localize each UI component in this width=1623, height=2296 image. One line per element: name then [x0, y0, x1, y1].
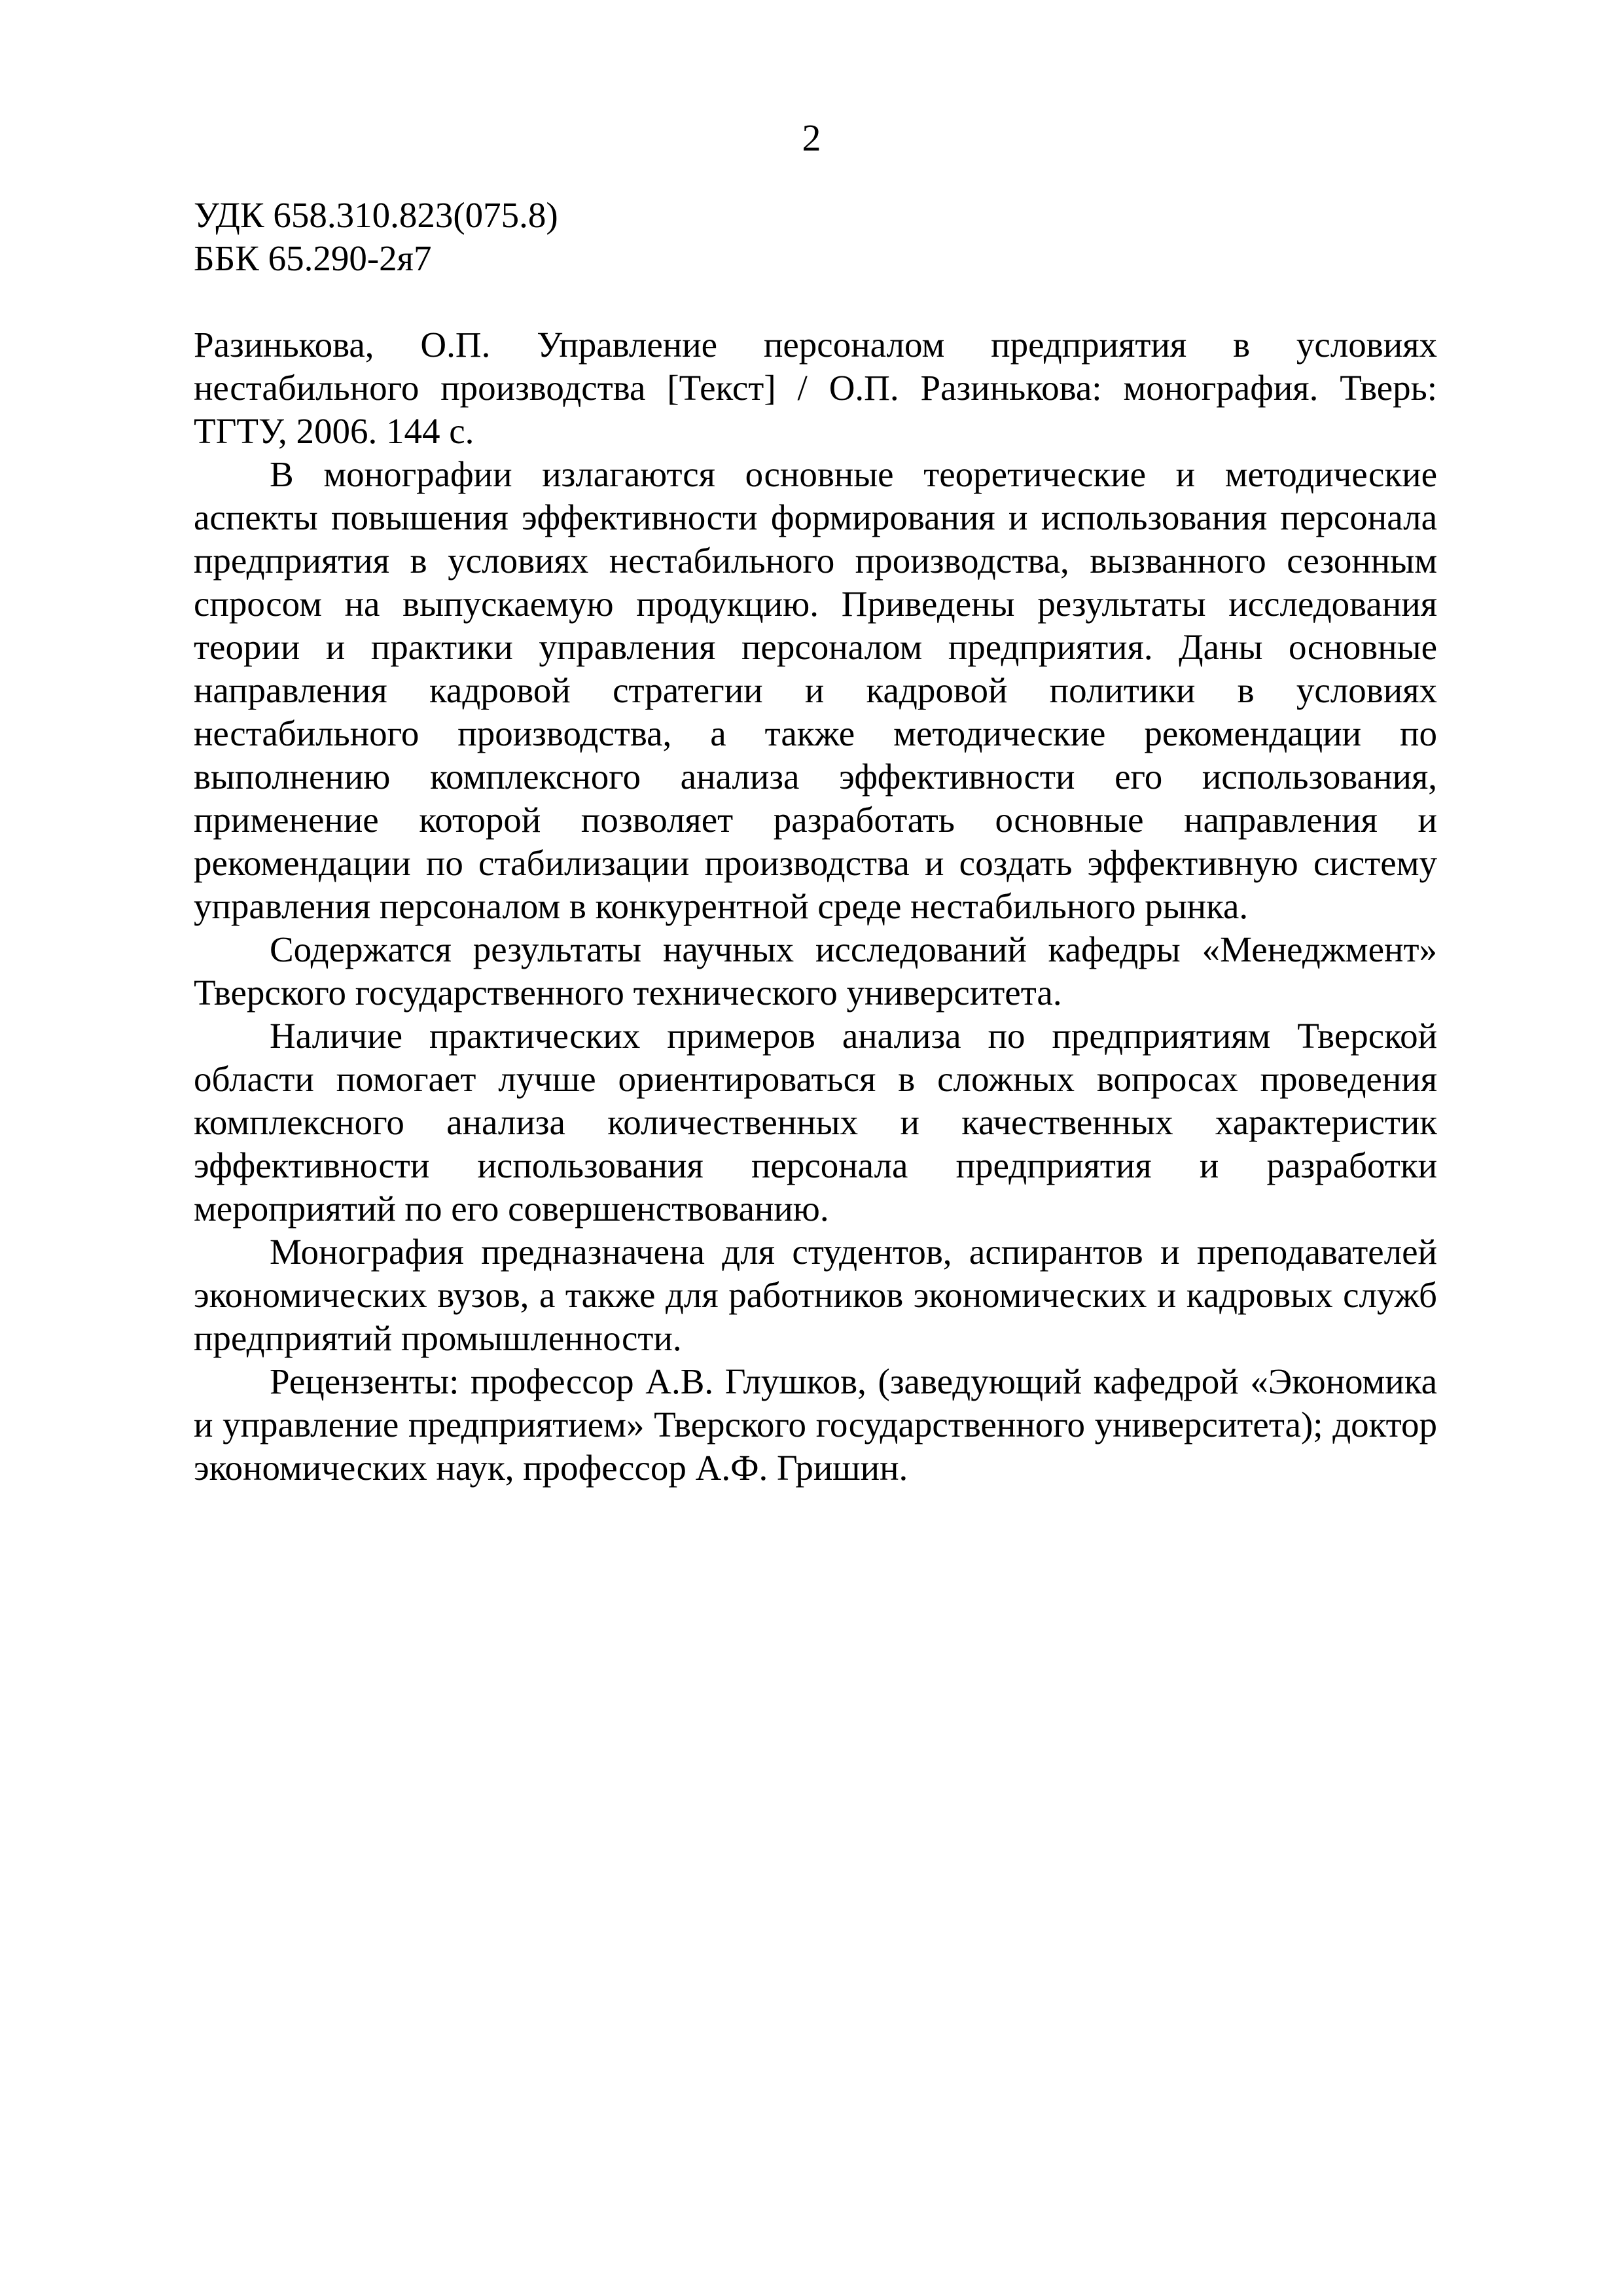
reviewers: Рецензенты: профессор А.В. Глушков, (заведующий кафедрой «Экономика и управление предприятием» Тверского государственного университета); доктор экономических наук, профессор А.Ф. Гришин.	[194, 1361, 1437, 1488]
page-number: 2	[802, 117, 821, 159]
udk-code: УДК 658.310.823(075.8)	[194, 195, 558, 235]
abstract-paragraph: В монографии излагаются основные теоретические и методические аспекты повышения эффективности формирования и использования персонала предприятия в условиях нестабильного производства, вызванного сезонным спросом на выпускаемую продукцию. Приведены результаты исследования теории и практики управления персоналом предприятия. Даны основные направления кадровой стратегии и кадровой политики в условиях нестабильного производства, а также методические рекомендации по выполнению комплексного анализа эффективности его использования, применение которой позволяет разработать основные направления и рекомендации по стабилизации производства и создать эффективную систему управления персоналом в конкурентной среде нестабильного рынка.	[194, 454, 1437, 926]
bbk-code: ББК 65.290-2я7	[194, 238, 432, 278]
abstract	[194, 453, 1437, 1360]
abstract-paragraph: Наличие практических примеров анализа по предприятиям Тверской области помогает лучше ориентироваться в сложных вопросах проведения комплексного анализа количественных и качественных характеристик эффективности использования персонала предприятия и разработки мероприятий по его совершенствованию.	[194, 1016, 1437, 1229]
classification-codes	[194, 194, 1437, 280]
abstract-paragraph: Монография предназначена для студентов, аспирантов и преподавателей экономических вузов, а также для работников экономических и кадровых служб предприятий промышленности.	[194, 1232, 1437, 1358]
abstract-paragraph: Содержатся результаты научных исследований кафедры «Менеджмент» Тверского государственного технического университета.	[194, 929, 1437, 1013]
page-content	[194, 194, 1437, 1490]
bibliographic-citation: Разинькова, О.П. Управление персоналом предприятия в условиях нестабильного производства [Текст] / О.П. Разинькова: монография. Тверь: ТГТУ, 2006. 144 с.	[194, 325, 1437, 451]
